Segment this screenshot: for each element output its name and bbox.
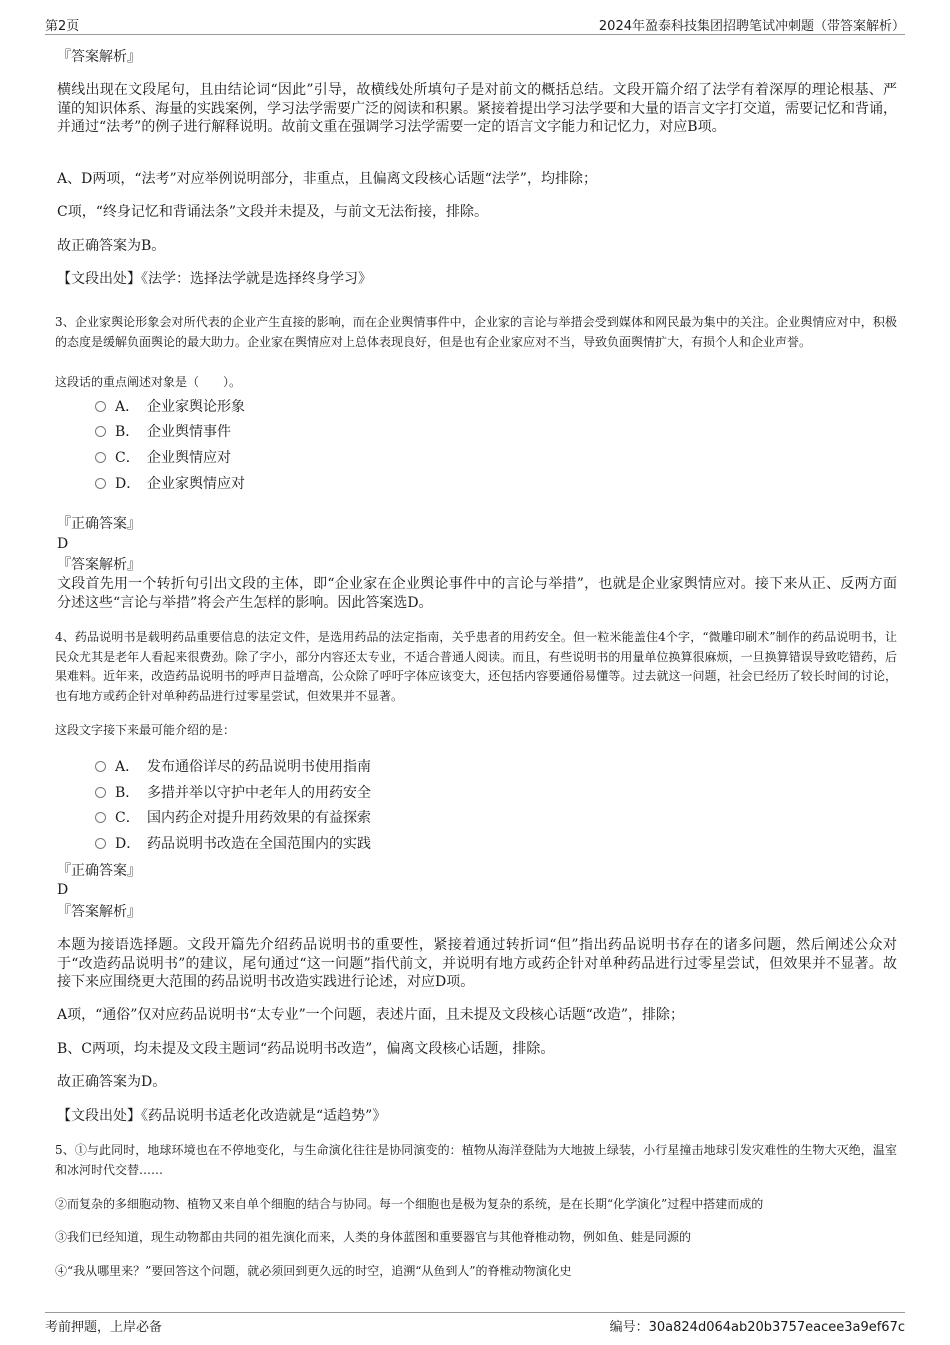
q3-option-b[interactable] bbox=[95, 423, 231, 441]
option-text: 药品说明书改造在全国范围内的实践 bbox=[147, 836, 371, 852]
option-letter: A． bbox=[115, 759, 140, 775]
q2-analysis-paragraph-2: A、D两项，“法考”对应举例说明部分，非重点，且偏离文段核心话题“法学”，均排除； bbox=[57, 171, 597, 187]
radio-icon[interactable] bbox=[95, 812, 106, 823]
q4-analysis-conclusion: 故正确答案为D。 bbox=[57, 1074, 167, 1090]
q2-source: 【文段出处】《法学：选择法学就是选择终身学习》 bbox=[57, 271, 372, 287]
option-text: 发布通俗详尽的药品说明书使用指南 bbox=[147, 759, 371, 775]
q3-option-a[interactable] bbox=[95, 398, 245, 416]
q4-question: 这段文字接下来最可能介绍的是： bbox=[55, 723, 236, 737]
radio-icon[interactable] bbox=[95, 401, 106, 412]
option-text: 国内药企对提升用药效果的有益探索 bbox=[147, 810, 371, 826]
radio-icon[interactable] bbox=[95, 452, 106, 463]
q3-analysis: 文段首先用一个转折句引出文段的主体，即“企业家在企业舆论事件中的言论与举措”，也就是企业家舆情应对。接下来从正、反两方面分述这些“言论与举措”将会产生怎样的影响。因此答案选D。 bbox=[57, 576, 897, 611]
q4-option-a[interactable] bbox=[95, 758, 371, 776]
q4-option-b[interactable] bbox=[95, 784, 371, 802]
q2-analysis-paragraph-1: 横线出现在文段尾句，且由结论词“因此”引导，故横线处所填句子是对前文的概括总结。文段开篇介绍了法学有着深厚的理论根基、严谨的知识体系、海量的实践案例，学习法学需要广泛的阅读和积累。紧接着提出学习法学要和大量的语言文字打交道，需要记忆和背诵，并通过“法考”的例子进行解释说明。故前文重在强调学习法学需要一定的语言文字能力和记忆力，对应B项。 bbox=[57, 82, 897, 136]
option-text: 企业舆情事件 bbox=[147, 424, 231, 440]
option-letter: C． bbox=[115, 450, 140, 466]
option-text: 多措并举以守护中老年人的用药安全 bbox=[147, 785, 371, 801]
q4-option-d[interactable] bbox=[95, 835, 371, 853]
footer-slogan: 考前押题，上岸必备 bbox=[45, 1320, 163, 1335]
q5-sentence-4: ④“我从哪里来？”要回答这个问题，就必须回到更久远的时空，追溯“从鱼到人”的脊椎动物演化史 bbox=[55, 1264, 572, 1278]
q2-analysis-conclusion: 故正确答案为B。 bbox=[57, 238, 166, 254]
option-letter: D． bbox=[115, 476, 141, 492]
q4-analysis-paragraph-3: B、C两项，均未提及文段主题词“药品说明书改造”，偏离文段核心话题，排除。 bbox=[57, 1041, 555, 1057]
q3-question: 这段话的重点阐述对象是（ ）。 bbox=[55, 375, 242, 389]
q3-stem: 3、企业家舆论形象会对所代表的企业产生直接的影响，而在企业舆情事件中，企业家的言论与举措会受到媒体和网民最为集中的关注。企业舆情应对中，积极的态度是缓解负面舆论的最大助力。企业家在舆情应对上总体表现良好，但是也有企业家应对不当，导致负面舆情扩大，有损个人和企业声誉。 bbox=[55, 315, 897, 349]
document-title: 2024年盈泰科技集团招聘笔试冲刺题（带答案解析） bbox=[598, 19, 905, 34]
q5-sentence-2: ②而复杂的多细胞动物、植物又来自单个细胞的结合与协同。每一个细胞也是极为复杂的系统，是在长期“化学演化”过程中搭建而成的 bbox=[55, 1197, 764, 1211]
q3-option-d[interactable] bbox=[95, 475, 245, 493]
q3-analysis-label: 『答案解析』 bbox=[57, 557, 141, 573]
q3-option-c[interactable] bbox=[95, 449, 231, 467]
radio-icon[interactable] bbox=[95, 426, 106, 437]
q5-sentence-1: 5、①与此同时，地球环境也在不停地变化，与生命演化往往是协同演变的：植物从海洋登陆为大地披上绿装，小行星撞击地球引发灾难性的生物大灭绝，温室和冰河时代交替…… bbox=[55, 1143, 897, 1177]
option-letter: C． bbox=[115, 810, 140, 826]
page-number: 第2页 bbox=[45, 19, 80, 34]
radio-icon[interactable] bbox=[95, 478, 106, 489]
q4-analysis-label: 『答案解析』 bbox=[57, 904, 141, 920]
option-text: 企业家舆情应对 bbox=[147, 476, 245, 492]
q5-sentence-3: ③我们已经知道，现生动物都由共同的祖先演化而来，人类的身体蓝图和重要器官与其他脊椎动物，例如鱼、蛙是同源的 bbox=[55, 1230, 692, 1244]
q4-answer-label: 『正确答案』 bbox=[57, 863, 141, 879]
radio-icon[interactable] bbox=[95, 787, 106, 798]
option-letter: A． bbox=[115, 399, 140, 415]
q3-answer-label: 『正确答案』 bbox=[57, 516, 141, 532]
option-letter: B． bbox=[115, 785, 140, 801]
q4-option-c[interactable] bbox=[95, 809, 371, 827]
option-letter: D． bbox=[115, 836, 141, 852]
radio-icon[interactable] bbox=[95, 838, 106, 849]
q2-analysis-paragraph-3: C项，“终身记忆和背诵法条”文段并未提及，与前文无法衔接，排除。 bbox=[57, 204, 489, 220]
q4-analysis-paragraph-2: A项，“通俗”仅对应药品说明书“太专业”一个问题，表述片面，且未提及文段核心话题“改造”，排除； bbox=[57, 1007, 685, 1023]
q2-analysis-label: 『答案解析』 bbox=[57, 49, 141, 65]
document-code: 编号：30a824d064ab20b3757eacee3a9ef67c bbox=[609, 1320, 905, 1335]
option-text: 企业舆情应对 bbox=[147, 450, 231, 466]
q4-source: 【文段出处】《药品说明书适老化改造就是“适趋势”》 bbox=[57, 1108, 387, 1124]
q4-analysis-paragraph-1: 本题为接语选择题。文段开篇先介绍药品说明书的重要性，紧接着通过转折词“但”指出药品说明书存在的诸多问题，然后阐述公众对于“改造药品说明书”的建议，尾句通过“这一问题”指代前文，并说明有地方或药企针对单种药品进行过零星尝试，但效果并不显著。故接下来应围绕更大范围的药品说明书改造实践进行论述，对应D项。 bbox=[57, 937, 897, 991]
radio-icon[interactable] bbox=[95, 761, 106, 772]
page-header bbox=[45, 14, 905, 35]
option-letter: B． bbox=[115, 424, 140, 440]
q4-stem: 4、药品说明书是载明药品重要信息的法定文件，是选用药品的法定指南，关乎患者的用药安全。但一粒米能盖住4个字，“微雕印刷术”制作的药品说明书，让民众尤其是老年人看起来很费劲。除了字小，部分内容还太专业，不适合普通人阅读。而且，有些说明书的用量单位换算很麻烦，一旦换算错误导致吃错药，后果难料。近年来，改造药品说明书的呼声日益增高，公众除了呼吁字体应该变大，还包括内容要通俗易懂等。过去就这一问题，社会已经历了较长时间的讨论，也有地方或药企针对单种药品进行过零星尝试，但效果并不显著。 bbox=[55, 630, 897, 703]
option-text: 企业家舆论形象 bbox=[147, 399, 245, 415]
q3-answer: D bbox=[57, 536, 69, 552]
page-footer bbox=[45, 1312, 905, 1333]
q4-answer: D bbox=[57, 882, 69, 898]
